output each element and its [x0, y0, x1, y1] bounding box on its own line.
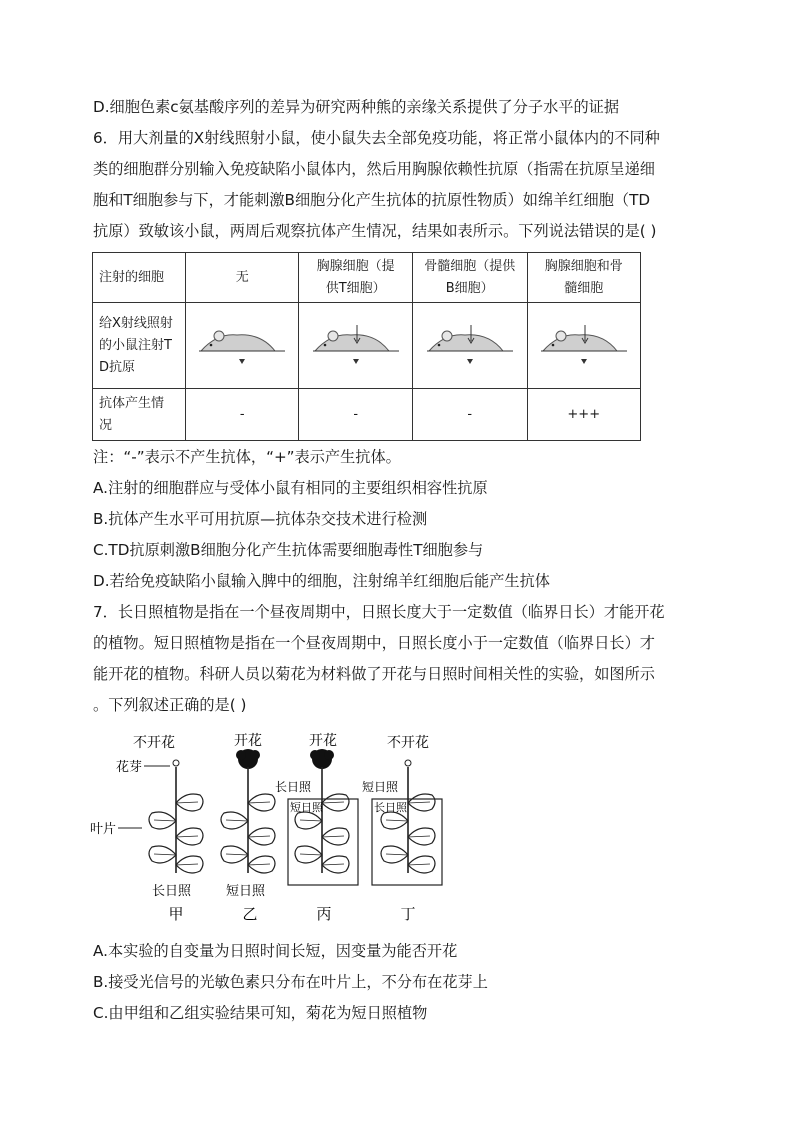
- result-thymus: -: [299, 389, 412, 441]
- ding-outside-label: 短日照: [362, 780, 399, 794]
- label-bing-top: 开花: [309, 733, 337, 749]
- mouse-cell-both: [527, 303, 640, 389]
- q6-option-b: B.抗体产生水平可用抗原—抗体杂交技术进行检测: [93, 510, 428, 528]
- group-jia: 甲: [168, 905, 184, 923]
- table-col-both: 胸腺细胞和骨 髓细胞: [527, 253, 640, 303]
- group-bing: 丙: [316, 905, 332, 923]
- q6-stem-line-4: 抗原）致敏该小鼠，两周后观察抗体产生情况，结果如表所示。下列说法错误的是( ): [93, 222, 657, 240]
- mouse-icon: [197, 323, 287, 369]
- ding-inside-label: 长日照: [374, 801, 407, 814]
- mouse-cell-marrow: [412, 303, 527, 389]
- mouse-cell-thymus: [299, 303, 412, 389]
- yi-bottom-label: 短日照: [226, 884, 266, 899]
- table-row-head-injection: 给X射线照射 的小鼠注射T D抗原: [93, 303, 186, 389]
- table-note: 注：“-”表示不产生抗体，“+”表示产生抗体。: [93, 448, 401, 466]
- mouse-injected-icon: [539, 323, 629, 369]
- table-col-marrow: 骨髓细胞（提供 B细胞）: [412, 253, 527, 303]
- q7-option-b: B.接受光信号的光敏色素只分布在叶片上，不分布在花芽上: [93, 973, 488, 991]
- q6-results-table: [92, 252, 641, 441]
- q6-option-c: C.TD抗原刺激B细胞分化产生抗体需要细胞毒性T细胞参与: [93, 541, 484, 559]
- table-row-head-cells: 注射的细胞: [93, 253, 186, 303]
- q6-stem-line-1: 6．用大剂量的X射线照射小鼠，使小鼠失去全部免疫功能，将正常小鼠体内的不同种: [93, 129, 660, 147]
- group-yi: 乙: [242, 905, 258, 923]
- plant-ding: [381, 760, 435, 873]
- q6-option-a: A.注射的细胞群应与受体小鼠有相同的主要组织相容性抗原: [93, 479, 488, 497]
- result-none: -: [186, 389, 299, 441]
- group-ding: 丁: [400, 905, 416, 923]
- label-yi-top: 开花: [234, 733, 262, 749]
- label-jia-top: 不开花: [133, 735, 175, 751]
- table-col-none: 无: [186, 253, 299, 303]
- q7-stem-line-4: 。下列叙述正确的是( ): [93, 696, 247, 714]
- bing-outside-label: 长日照: [275, 780, 312, 794]
- q6-stem-line-2: 类的细胞群分别输入免疫缺陷小鼠体内，然后用胸腺依赖性抗原（指需在抗原呈递细: [93, 160, 655, 178]
- q5-option-d: D.细胞色素c氨基酸序列的差异为研究两种熊的亲缘关系提供了分子水平的证据: [93, 98, 620, 116]
- bing-inside-label: 短日照: [290, 801, 323, 814]
- q7-option-a: A.本实验的自变量为日照时间长短，因变量为能否开花: [93, 942, 458, 960]
- jia-bottom-label: 长日照: [152, 884, 192, 899]
- table-col-thymus: 胸腺细胞（提 供T细胞）: [299, 253, 412, 303]
- bud-label: 花芽: [116, 760, 143, 775]
- chrysanthemum-figure: [90, 725, 470, 925]
- q7-option-c: C.由甲组和乙组实验结果可知，菊花为短日照植物: [93, 1004, 428, 1022]
- mouse-cell-none: [186, 303, 299, 389]
- q6-stem-line-3: 胞和T细胞参与下，才能刺激B细胞分化产生抗体的抗原性物质）如绵羊红细胞（TD: [93, 191, 651, 209]
- result-marrow: -: [412, 389, 527, 441]
- mouse-injected-icon: [425, 323, 515, 369]
- result-both: +++: [527, 389, 640, 441]
- leaf-label: 叶片: [90, 822, 117, 837]
- mouse-injected-icon: [311, 323, 401, 369]
- label-ding-top: 不开花: [387, 735, 429, 751]
- q7-stem-line-2: 的植物。短日照植物是指在一个昼夜周期中，日照长度小于一定数值（临界日长）才: [93, 634, 655, 652]
- q7-stem-line-1: 7．长日照植物是指在一个昼夜周期中，日照长度大于一定数值（临界日长）才能开花: [93, 603, 665, 621]
- q7-stem-line-3: 能开花的植物。科研人员以菊花为材料做了开花与日照时间相关性的实验，如图所示: [93, 665, 655, 683]
- table-row-head-antibody: 抗体产生情 况: [93, 389, 186, 441]
- plant-yi: [221, 749, 275, 873]
- plant-jia: [149, 760, 203, 873]
- q6-option-d: D.若给免疫缺陷小鼠输入脾中的细胞，注射绵羊红细胞后能产生抗体: [93, 572, 550, 590]
